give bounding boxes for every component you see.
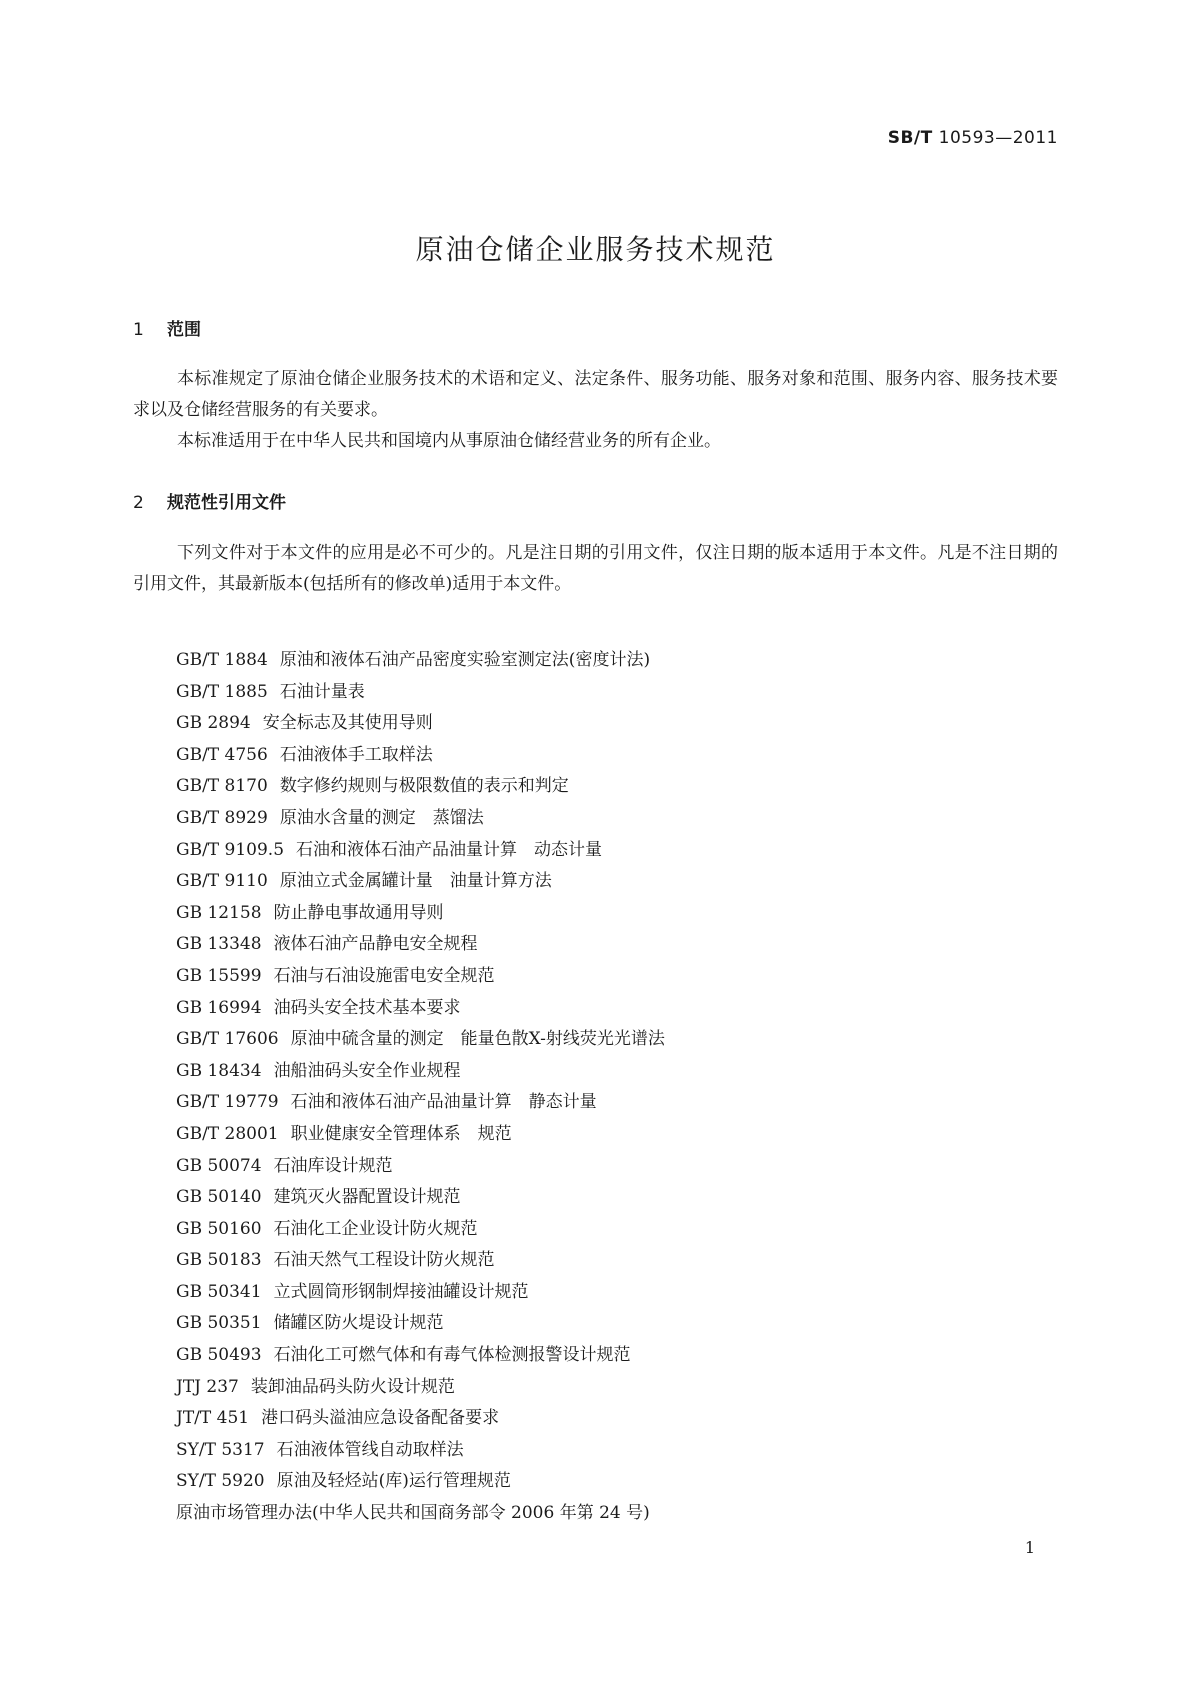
reference-title: 液体石油产品静电安全规程 — [273, 934, 478, 955]
reference-title: 石油计量表 — [279, 681, 365, 702]
reference-code: GB 16994 — [176, 997, 262, 1018]
reference-item — [176, 1151, 665, 1183]
section-title: 范围 — [167, 320, 201, 340]
reference-code: GB 50351 — [176, 1313, 262, 1334]
reference-item — [176, 1308, 665, 1340]
section-2-body — [133, 538, 1058, 600]
reference-title: 储罐区防火堤设计规范 — [273, 1313, 444, 1334]
reference-title: 职业健康安全管理体系 规范 — [290, 1123, 512, 1144]
reference-code: GB 50074 — [176, 1155, 262, 1176]
reference-item — [176, 803, 665, 835]
reference-title: 原油市场管理办法(中华人民共和国商务部令 2006 年第 24 号) — [176, 1503, 650, 1524]
reference-item — [176, 1214, 665, 1246]
reference-title: 数字修约规则与极限数值的表示和判定 — [279, 776, 569, 797]
page-number: 1 — [1024, 1538, 1035, 1557]
section-2-heading — [133, 488, 286, 513]
reference-title: 原油及轻烃站(库)运行管理规范 — [276, 1471, 511, 1492]
reference-title: 装卸油品码头防火设计规范 — [250, 1376, 455, 1397]
reference-title: 原油中硫含量的测定 能量色散X-射线荧光光谱法 — [290, 1029, 665, 1050]
reference-item — [176, 740, 665, 772]
reference-code: GB 50493 — [176, 1345, 262, 1366]
reference-item — [176, 1435, 665, 1467]
reference-item — [176, 1372, 665, 1404]
reference-title: 原油水含量的测定 蒸馏法 — [279, 807, 484, 828]
reference-item — [176, 1466, 665, 1498]
reference-code: GB/T 4756 — [176, 744, 268, 765]
reference-code: GB/T 28001 — [176, 1123, 279, 1144]
reference-title: 石油化工可燃气体和有毒气体检测报警设计规范 — [273, 1345, 631, 1366]
reference-code: GB 50183 — [176, 1250, 262, 1271]
reference-title: 石油和液体石油产品油量计算 静态计量 — [290, 1092, 597, 1113]
reference-item — [176, 1498, 665, 1530]
paragraph: 本标准适用于在中华人民共和国境内从事原油仓储经营业务的所有企业。 — [177, 431, 721, 451]
reference-item — [176, 645, 665, 677]
reference-code: GB/T 19779 — [176, 1092, 279, 1113]
reference-item — [176, 677, 665, 709]
section-number: 2 — [133, 493, 144, 513]
reference-code: GB/T 17606 — [176, 1029, 279, 1050]
reference-title: 油码头安全技术基本要求 — [273, 997, 461, 1018]
section-number: 1 — [133, 320, 144, 340]
reference-code: GB 15599 — [176, 965, 262, 986]
reference-code: JT/T 451 — [176, 1408, 250, 1429]
reference-code: GB/T 1884 — [176, 650, 268, 670]
standard-code — [888, 128, 1058, 148]
reference-item — [176, 993, 665, 1025]
reference-title: 原油和液体石油产品密度实验室测定法(密度计法) — [279, 650, 651, 670]
reference-item — [176, 1340, 665, 1372]
reference-title: 石油与石油设施雷电安全规范 — [273, 965, 495, 986]
section-title: 规范性引用文件 — [167, 493, 286, 513]
paragraph: 下列文件对于本文件的应用是必不可少的。凡是注日期的引用文件，仅注日期的版本适用于本文件。凡是不注日期的引用文件，其最新版本(包括所有的修改单)适用于本文件。 — [133, 543, 1058, 594]
standard-number: 10593—2011 — [938, 128, 1058, 148]
reference-title: 石油液体手工取样法 — [279, 744, 433, 765]
section-1-body — [133, 364, 1058, 457]
paragraph: 本标准规定了原油仓储企业服务技术的术语和定义、法定条件、服务功能、服务对象和范围、服务内容、服务技术要求以及仓储经营服务的有关要求。 — [133, 369, 1058, 420]
reference-item — [176, 1056, 665, 1088]
reference-title: 油船油码头安全作业规程 — [273, 1060, 461, 1081]
reference-item — [176, 1277, 665, 1309]
reference-item — [176, 1403, 665, 1435]
reference-title: 石油和液体石油产品油量计算 动态计量 — [296, 839, 603, 860]
document-title: 原油仓储企业服务技术规范 — [415, 233, 776, 266]
reference-code: GB 2894 — [176, 713, 251, 734]
reference-code: GB/T 9110 — [176, 871, 268, 892]
reference-code: JTJ 237 — [176, 1376, 239, 1397]
reference-item — [176, 1182, 665, 1214]
reference-code: GB 18434 — [176, 1060, 262, 1081]
reference-item — [176, 771, 665, 803]
standard-code-prefix: SB/T — [887, 128, 933, 148]
reference-code: GB 13348 — [176, 934, 262, 955]
reference-title: 石油液体管线自动取样法 — [276, 1439, 464, 1460]
reference-title: 石油化工企业设计防火规范 — [273, 1218, 478, 1239]
reference-title: 石油库设计规范 — [273, 1155, 393, 1176]
reference-item — [176, 961, 665, 993]
reference-code: GB/T 8170 — [176, 776, 268, 797]
reference-item — [176, 708, 665, 740]
reference-title: 防止静电事故通用导则 — [273, 902, 444, 923]
reference-title: 立式圆筒形钢制焊接油罐设计规范 — [273, 1281, 529, 1302]
reference-code: GB/T 9109.5 — [176, 839, 285, 860]
reference-code: GB 50160 — [176, 1218, 262, 1239]
reference-item — [176, 1024, 665, 1056]
reference-item — [176, 1119, 665, 1151]
reference-item — [176, 898, 665, 930]
reference-code: SY/T 5920 — [176, 1471, 265, 1492]
reference-item — [176, 1245, 665, 1277]
reference-item — [176, 835, 665, 867]
reference-item — [176, 1087, 665, 1119]
reference-code: GB 50140 — [176, 1187, 262, 1208]
section-1-heading — [133, 315, 201, 340]
reference-title: 安全标志及其使用导则 — [262, 713, 433, 734]
reference-item — [176, 866, 665, 898]
reference-code: SY/T 5317 — [176, 1439, 265, 1460]
reference-title: 建筑灭火器配置设计规范 — [273, 1187, 461, 1208]
reference-item — [176, 929, 665, 961]
reference-code: GB 50341 — [176, 1281, 262, 1302]
reference-code: GB/T 1885 — [176, 681, 268, 702]
reference-code: GB 12158 — [176, 902, 262, 923]
reference-title: 石油天然气工程设计防火规范 — [273, 1250, 495, 1271]
reference-title: 港口码头溢油应急设备配备要求 — [261, 1408, 500, 1429]
reference-list — [176, 645, 665, 1530]
reference-code: GB/T 8929 — [176, 807, 268, 828]
reference-title: 原油立式金属罐计量 油量计算方法 — [279, 871, 552, 892]
